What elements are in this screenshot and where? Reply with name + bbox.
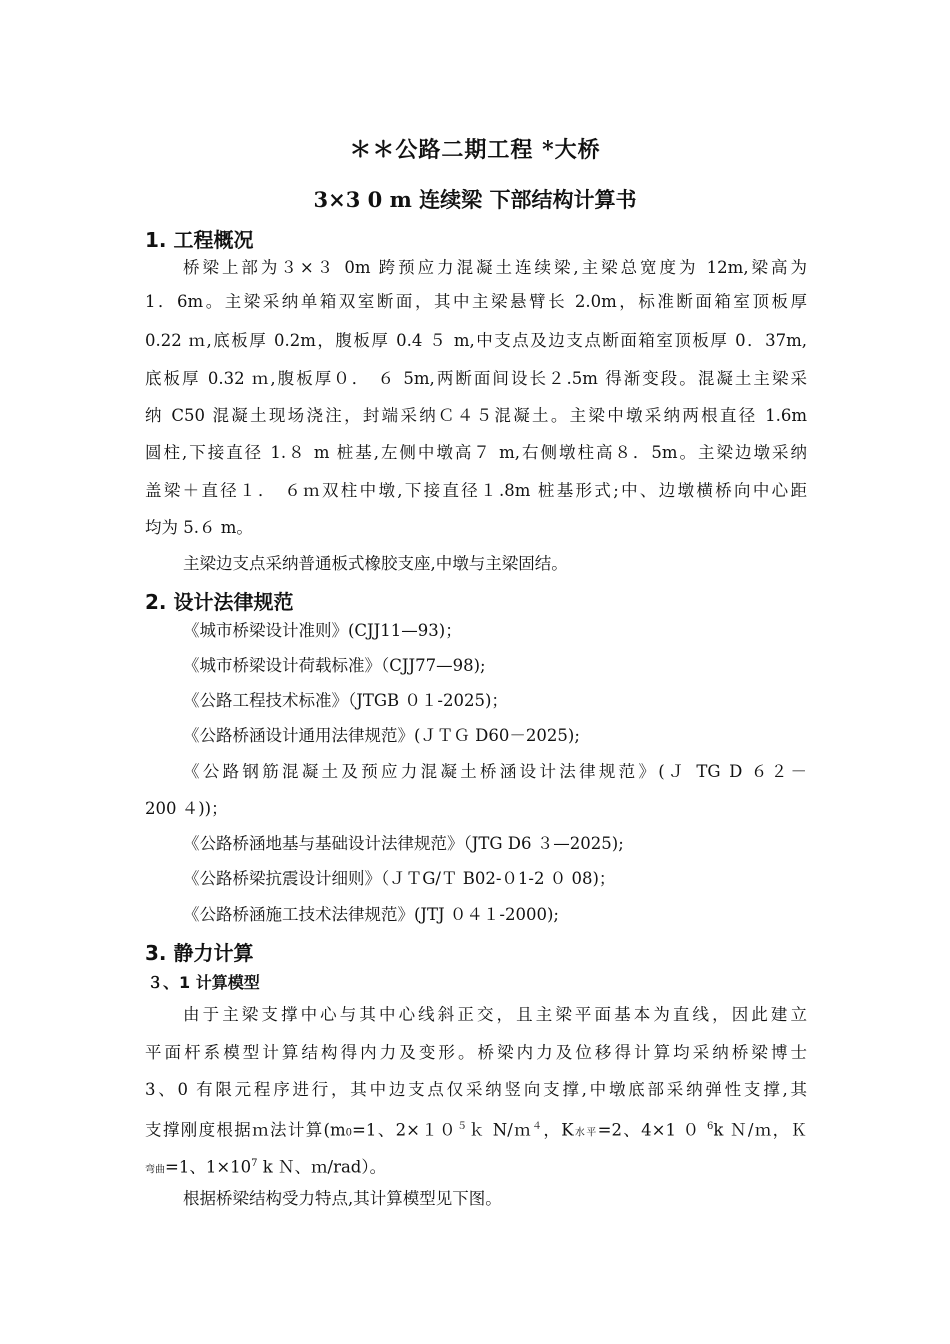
- paragraph-line: 0.22 ｍ,底板厚 0.2m，腹板厚 0.4 ５ m,中支点及边支点断面箱室顶板厚 0．37m,: [145, 331, 807, 350]
- formula-text: =2、4×1 ０: [597, 1120, 708, 1140]
- reference-item: 《公路桥涵设计通用法律规范》(ＪＴＧ D60－2025);: [183, 726, 580, 745]
- formula-superscript: 6: [707, 1121, 714, 1132]
- formula-text: =1、2×１０: [352, 1120, 457, 1140]
- paragraph-line: 桥梁上部为３×３ 0m 跨预应力混凝土连续梁,主梁总宽度为 12m,梁高为: [183, 258, 807, 277]
- formula-text: =1、1×10: [165, 1157, 252, 1177]
- formula-line: [145, 1152, 807, 1183]
- formula-subscript: 弯曲: [145, 1164, 165, 1176]
- reference-item: 《城市桥梁设计准则》(CJJ11—93)；: [183, 621, 462, 640]
- formula-subscript: 0: [345, 1127, 353, 1139]
- formula-subscript: 水平: [573, 1127, 598, 1139]
- section-2-heading: 2. 设计法律规范: [145, 590, 294, 614]
- formula-text: k Ｎ、ｍ/rad）。: [257, 1157, 387, 1177]
- paragraph-line: 底板厚 0.32 ｍ,腹板厚０． ６ 5m,两断面间设长２.5m 得渐变段。混凝土主梁采: [145, 369, 807, 388]
- reference-item: 《公路桥涵施工技术法律规范》(JTJ ０４１-2000);: [183, 905, 559, 924]
- formula-line: [145, 1115, 807, 1146]
- document-title: ＊＊公路二期工程 *大桥: [349, 137, 601, 163]
- formula-superscript: 7: [251, 1158, 258, 1169]
- paragraph-line: 平面杆系模型计算结构得内力及变形。桥梁内力及位移得计算均采纳桥梁博士: [145, 1043, 807, 1062]
- section-3-heading: 3. 静力计算: [145, 941, 254, 965]
- document-subtitle: 3×3 0 m 连续梁 下部结构计算书: [313, 187, 637, 212]
- paragraph-line: 主梁边支点采纳普通板式橡胶支座,中墩与主梁固结。: [183, 554, 568, 573]
- reference-item: 《公路桥涵地基与基础设计法律规范》（JTG D6 ３—2025);: [183, 834, 624, 853]
- formula-text: k Ｎ/ｍ，Ｋ: [713, 1120, 807, 1140]
- paragraph-line: 3、0 有限元程序进行，其中边支点仅采纳竖向支撑,中墩底部采纳弹性支撑,其: [145, 1080, 807, 1099]
- reference-item: 《城市桥梁设计荷载标准》（CJJ77—98);: [183, 656, 486, 675]
- formula-text: 支撑刚度根据ｍ法计算(m: [145, 1120, 346, 1140]
- paragraph-line: 根据桥梁结构受力特点,其计算模型见下图。: [183, 1189, 502, 1208]
- formula-superscript: ５: [456, 1121, 469, 1132]
- paragraph-line: 纳 C50 混凝土现场浇注，封端采纳Ｃ４５混凝土。主梁中墩采纳两根直径 1.6m: [145, 406, 807, 425]
- paragraph-line: 由于主梁支撑中心与其中心线斜正交，且主梁平面基本为直线，因此建立: [183, 1005, 807, 1024]
- reference-item: 《公路钢筋混凝土及预应力混凝土桥涵设计法律规范》(Ｊ TG D ６２－: [183, 762, 807, 781]
- reference-item: 《公路桥梁抗震设计细则》（ＪＴG/Ｔ B02-０1-2 ０ 08)；: [183, 869, 616, 888]
- subsection-3-1-heading: ３、1 计算模型: [147, 973, 260, 992]
- reference-item: 200 ４))；: [145, 799, 228, 818]
- paragraph-line: 1．6m。主梁采纳单箱双室断面，其中主梁悬臂长 2.0m，标准断面箱室顶板厚: [145, 292, 807, 311]
- formula-superscript: ４: [532, 1121, 544, 1132]
- formula-text: ｋ N/ｍ: [468, 1120, 532, 1140]
- paragraph-line: 盖梁＋直径１． ６ｍ双柱中墩,下接直径１.8m 桩基形式;中、边墩横桥向中心距: [145, 481, 807, 500]
- paragraph-line: 均为 5.６ m。: [145, 518, 253, 537]
- formula-text: ，K: [543, 1120, 574, 1140]
- paragraph-line: 圆柱,下接直径 1.８ m 桩基,左侧中墩高７ m,右侧墩柱高８．5m。主梁边墩采纳: [145, 443, 807, 462]
- reference-item: 《公路工程技术标准》（JTGB ０１-2025)；: [183, 691, 508, 710]
- section-1-heading: 1. 工程概况: [145, 228, 254, 252]
